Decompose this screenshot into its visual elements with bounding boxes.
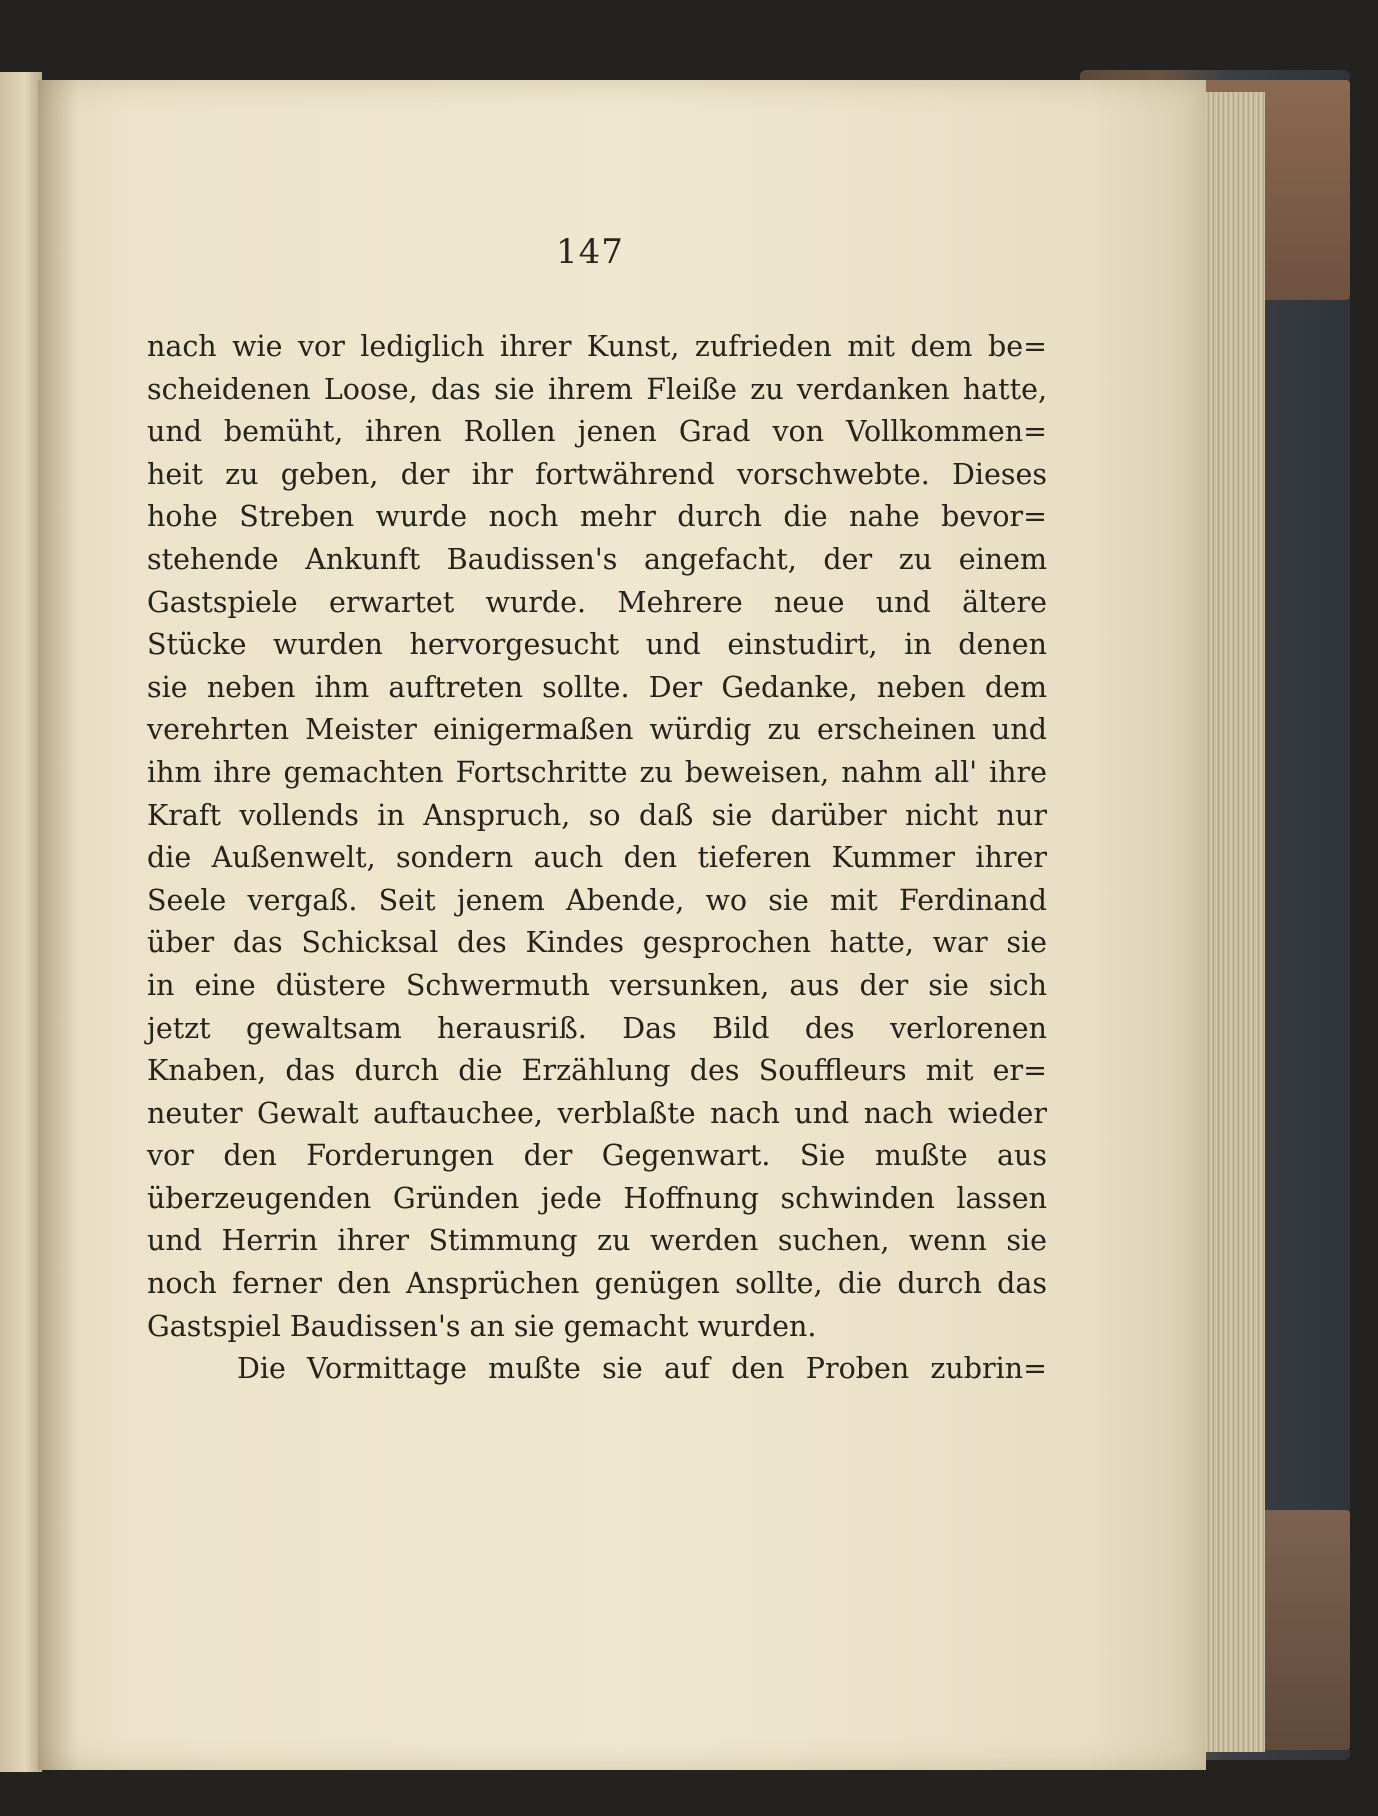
text-line: die Außenwelt, sondern auch den tieferen Kummer ihrer (147, 841, 1047, 875)
text-line: hohe Streben wurde noch mehr durch die nahe bevor= (147, 500, 1047, 534)
body-text (147, 326, 1047, 1391)
text-line: über das Schicksal des Kindes gesprochen hatte, war sie (147, 926, 1047, 960)
text-line: ihm ihre gemachten Fortschritte zu beweisen, nahm all' ihre (147, 755, 1047, 789)
text-line: vor den Forderungen der Gegenwart. Sie mußte aus (147, 1139, 1047, 1173)
text-line: sie neben ihm auftreten sollte. Der Gedanke, neben dem (147, 670, 1047, 704)
text-line: noch ferner den Ansprüchen genügen sollte, die durch das (147, 1267, 1047, 1301)
text-line: überzeugenden Gründen jede Hoffnung schwinden lassen (147, 1181, 1047, 1215)
text-line: neuter Gewalt auftauchee, verblaßte nach und nach wieder (147, 1096, 1047, 1130)
text-line: Gastspiel Baudissen's an sie gemacht wurden. (147, 1309, 817, 1343)
page-number: 147 (556, 232, 624, 272)
text-line: Die Vormittage mußte sie auf den Proben zubrin= (237, 1352, 1047, 1386)
text-line: Kraft vollends in Anspruch, so daß sie darüber nicht nur (147, 798, 1047, 832)
text-line: jetzt gewaltsam herausriß. Das Bild des verlorenen (147, 1011, 1047, 1045)
text-line: Gastspiele erwartet wurde. Mehrere neue und ältere (147, 585, 1047, 619)
text-line: und bemüht, ihren Rollen jenen Grad von Vollkommen= (147, 415, 1047, 449)
text-line: und Herrin ihrer Stimmung zu werden suchen, wenn sie (147, 1224, 1047, 1258)
text-line: stehende Ankunft Baudissen's angefacht, der zu einem (147, 542, 1047, 576)
facing-page-edge (0, 72, 42, 1772)
text-line: Knaben, das durch die Erzählung des Souffleurs mit er= (147, 1054, 1047, 1088)
text-line: heit zu geben, der ihr fortwährend vorschwebte. Dieses (147, 457, 1047, 491)
text-line: nach wie vor lediglich ihrer Kunst, zufrieden mit dem be= (147, 330, 1047, 363)
text-line: scheidenen Loose, das sie ihrem Fleiße zu verdanken hatte, (147, 372, 1047, 406)
text-line: Stücke wurden hervorgesucht und einstudirt, in denen (147, 628, 1047, 662)
page-gutter-shadow (38, 80, 78, 1770)
text-line: verehrten Meister einigermaßen würdig zu erscheinen und (147, 713, 1047, 747)
text-line: in eine düstere Schwermuth versunken, aus der sie sich (147, 968, 1047, 1002)
text-line: Seele vergaß. Seit jenem Abende, wo sie mit Ferdinand (147, 883, 1047, 917)
